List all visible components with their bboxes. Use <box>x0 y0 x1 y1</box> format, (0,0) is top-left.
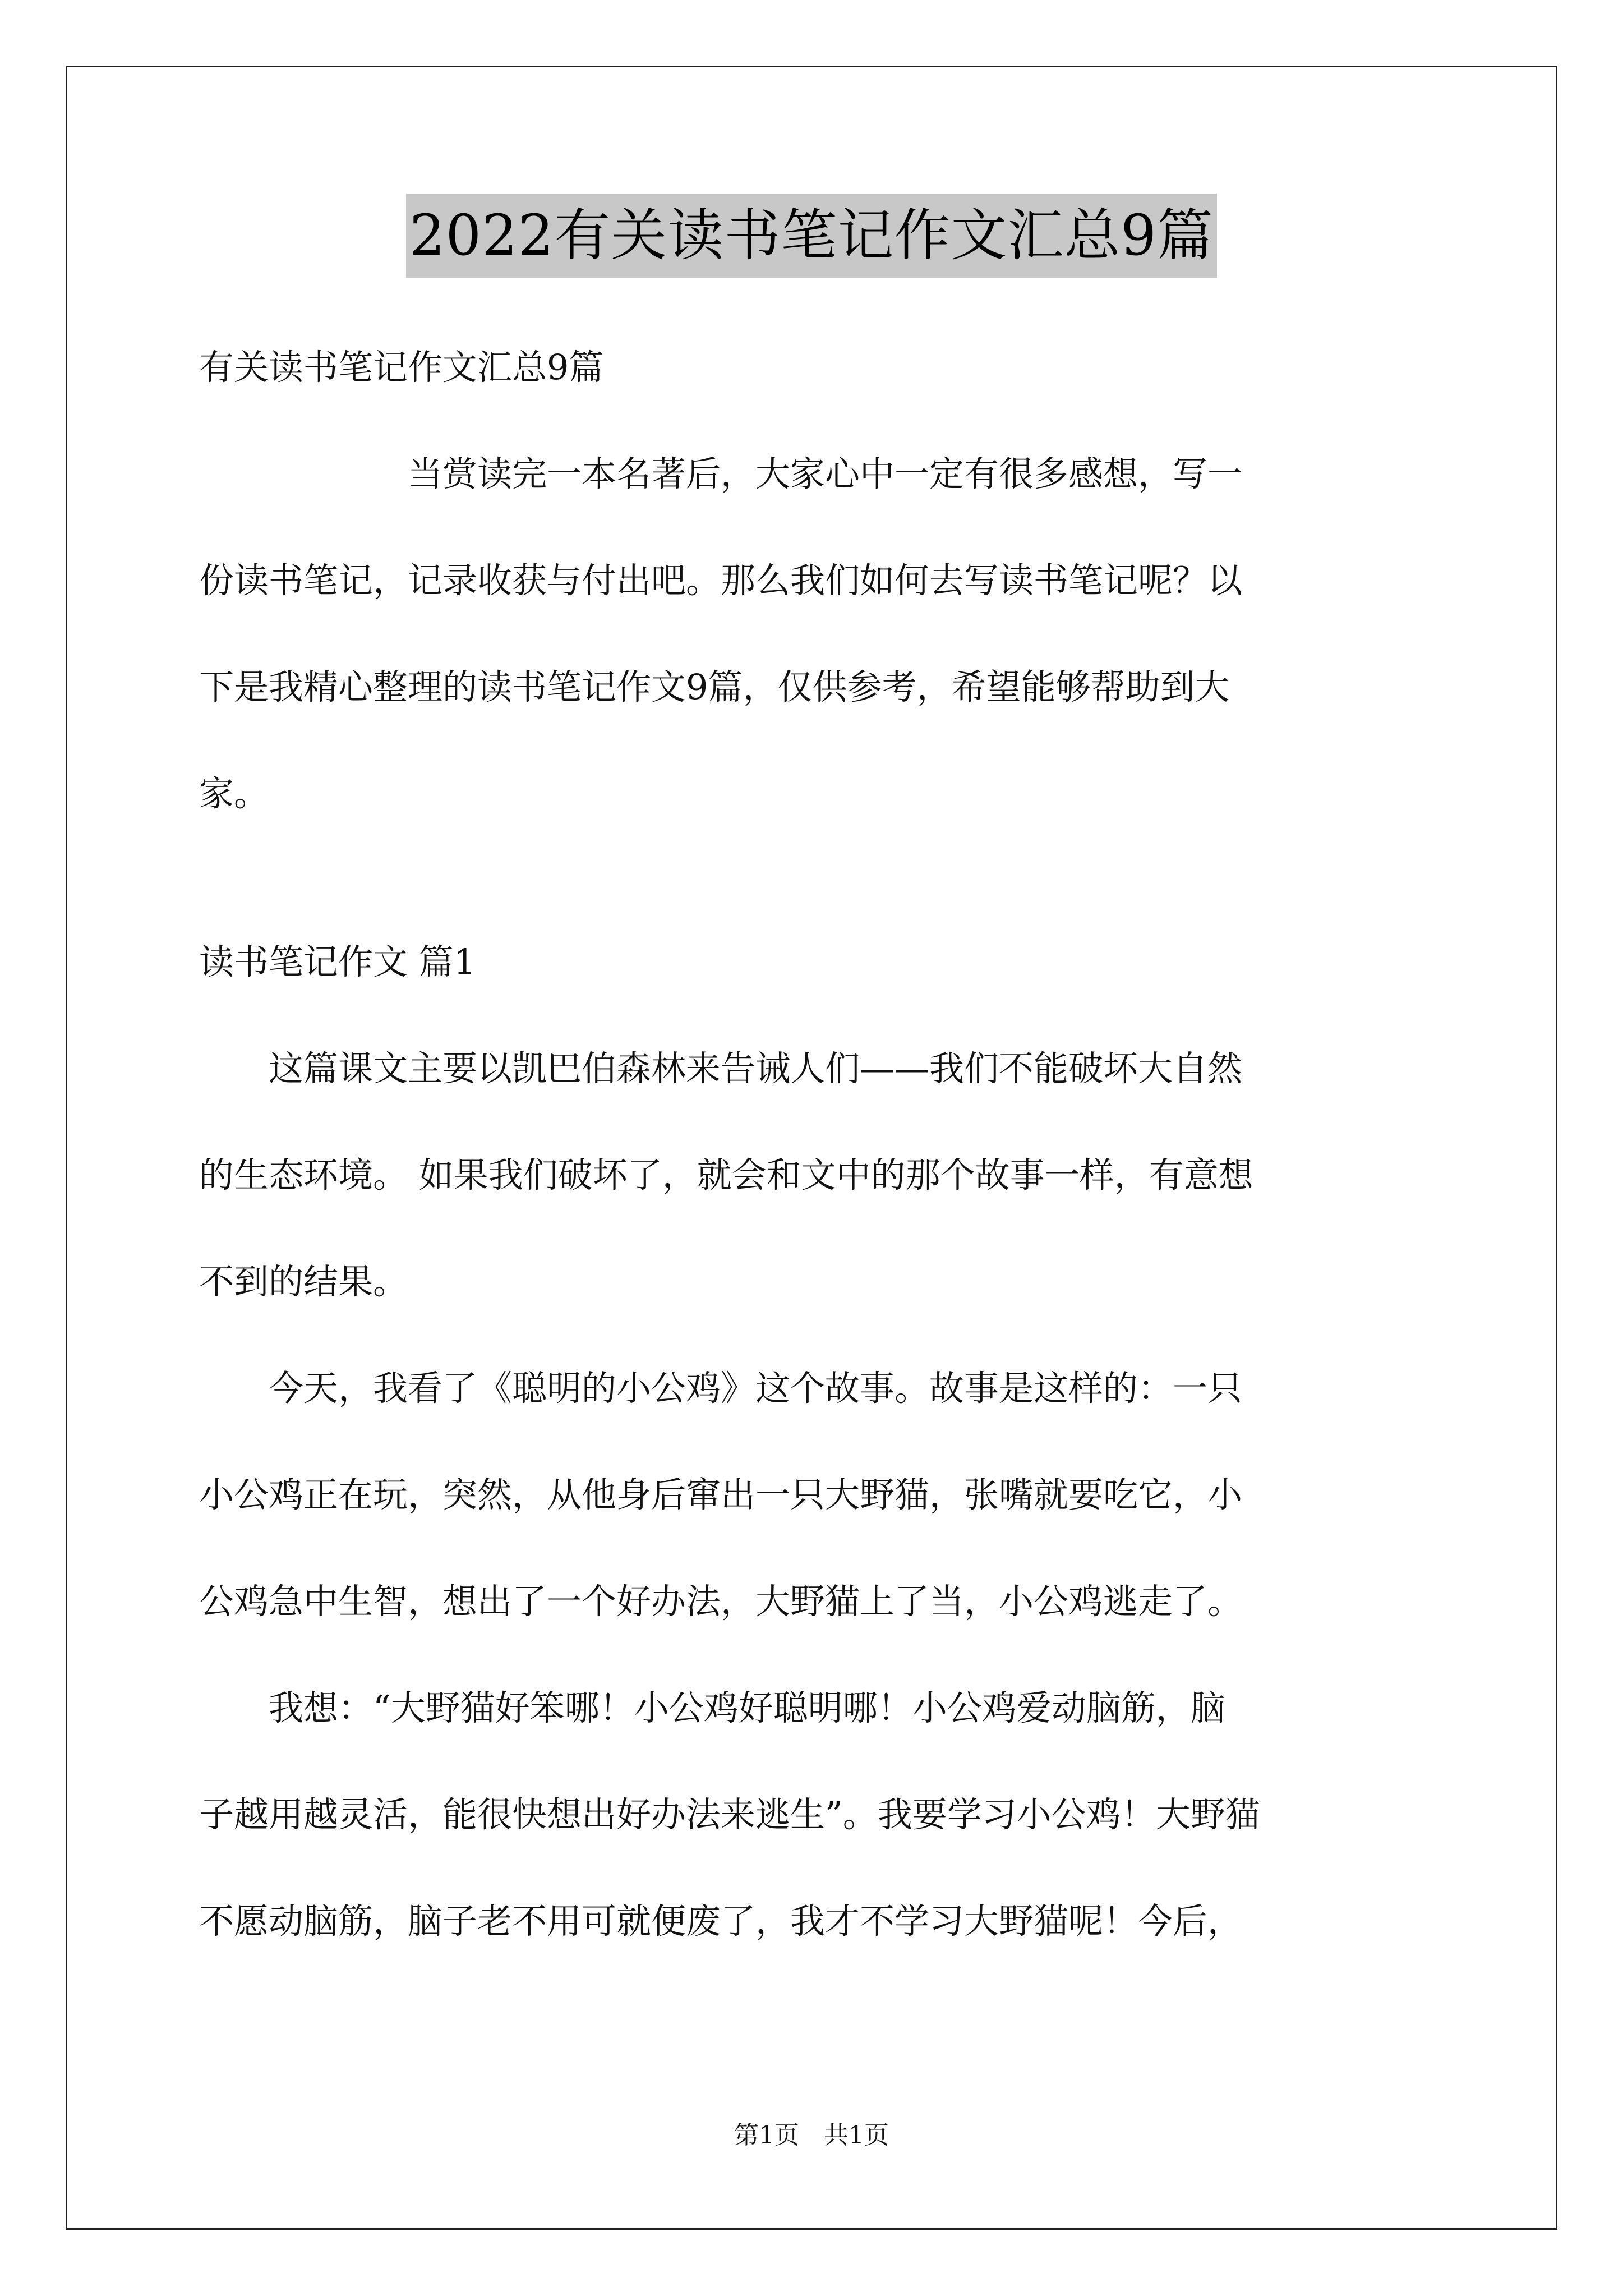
paragraph-line: 我想：“大野猫好笨哪！小公鸡好聪明哪！小公鸡爱动脑筋，脑 <box>199 1687 1225 1728</box>
paragraph-line: 的生态环境。 如果我们破坏了，就会和文中的那个故事一样，有意想 <box>199 1154 1253 1195</box>
section-heading: 读书笔记作文 篇1 <box>199 941 476 982</box>
paragraph-line: 不到的结果。 <box>199 1261 408 1302</box>
paragraph-line: 不愿动脑筋，脑子老不用可就便废了，我才不学习大野猫呢！今后， <box>199 1901 1243 1941</box>
paragraph-line: 家。 <box>199 773 269 814</box>
title-container <box>0 194 1623 278</box>
paragraph-line: 这篇课文主要以凯巴伯森林来告诫人们——我们不能破坏大自然 <box>199 1048 1243 1089</box>
subtitle-line: 有关读书笔记作文汇总9篇 <box>199 347 604 388</box>
section-gap <box>199 847 1433 909</box>
document-title: 2022有关读书笔记作文汇总9篇 <box>406 194 1217 278</box>
paragraph-line: 份读书笔记，记录收获与付出吧。那么我们如何去写读书笔记呢？以 <box>199 560 1243 601</box>
paragraph-line: 下是我精心整理的读书笔记作文9篇，仅供参考，希望能够帮助到大 <box>199 666 1230 707</box>
paragraph-line: 今天，我看了《聪明的小公鸡》这个故事。故事是这样的：一只 <box>199 1368 1243 1409</box>
paragraph-line: 当赏读完一本名著后，大家心中一定有很多感想，写一 <box>199 453 1243 494</box>
paragraph-line: 子越用越灵活，能很快想出好办法来逃生”。我要学习小公鸡！大野猫 <box>199 1794 1260 1835</box>
page-footer: 第1页 共1页 <box>734 2121 889 2150</box>
paragraph-line: 小公鸡正在玩，突然，从他身后窜出一只大野猫，张嘴就要吃它，小 <box>199 1474 1243 1515</box>
paragraph-line: 公鸡急中生智，想出了一个好办法，大野猫上了当，小公鸡逃走了。 <box>199 1581 1243 1622</box>
document-body <box>199 314 1433 1975</box>
